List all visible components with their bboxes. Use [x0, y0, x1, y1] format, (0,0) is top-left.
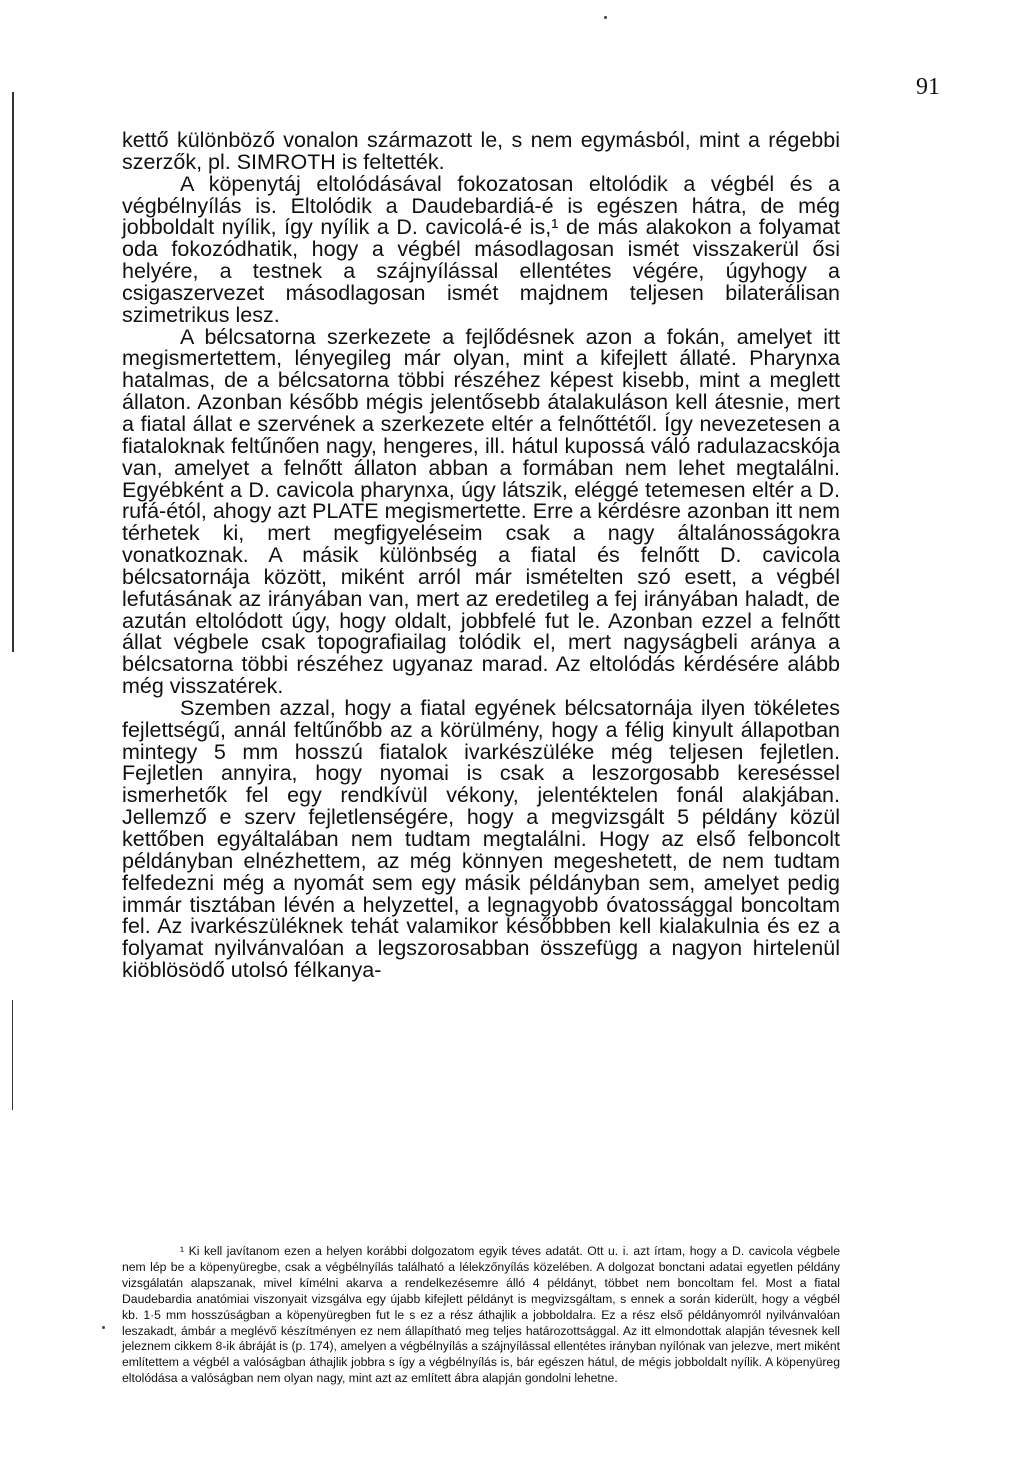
paragraph: A köpenytáj eltolódásával fokozatosan eltolódik a végbél és a végbélnyílás is. Eltolódik a Daudebardiá-é is egészen hátra, de még jobboldalt nyílik, így nyílik a D. cavicolá-é is,¹ de más alakokon a folyamat oda fokozódhatik, hogy a végbél másodlagosan ismét visszakerül ősi helyére, a testnek a szájnyílással ellentétes végére, úgyhogy a csigaszervezet másodlagosan ismét majdnem teljesen bilaterálisan szimetrikus lesz.	[122, 171, 840, 327]
margin-rule	[12, 92, 14, 652]
footnote: ¹ Ki kell javítanom ezen a helyen korábbi dolgozatom egyik téves adatát. Ott u. i. azt írtam, hogy a D. cavicola végbele nem lép be a köpenyüregbe, csak a végbélnyílás található a lélekzőnyílás közelében. A dolgozat bonctani adatai egyetlen példány vizsgálatán alapszanak, mivel kímélni akarva a rendelkezésemre álló 4 példányt, többet nem boncoltam fel. Most a fiatal Daudebardia anatómiai viszonyait vizsgálva egy újabb kifejlett példányt is megvizsgáltam, s ennek a során kiderült, hogy a végbél kb. 1·5 mm hosszúságban a köpenyüregben fut le s ez a rész áthajlik a jobboldalra. Ez a rész első példányomról nyilvánvalóan leszakadt, ámbár a meglévő készítményen ez nem állapítható meg teljes határozottsággal. Az itt elmondottak alapján tévesnek kell jeleznem cikkem 8-ik ábráját is (p. 174), amelyen a végbélnyílás a szájnyílással ellentétes irányban nyílónak van jelezve, mert miként említettem a végbél a valóságban áthajlik jobbra s így a végbélnyílás is, bár egészen hátul, de mégis jobboldalt nyílik. A köpenyüreg eltolódása a valóságban nem olyan nagy, mint azt az említett ábra alapján gondolni lehetne.	[122, 1244, 840, 1386]
page-number: 91	[916, 74, 940, 100]
paragraph: Szemben azzal, hogy a fiatal egyének bélcsatornája ilyen tökéletes fejlettségű, annál feltűnőbb az a körülmény, hogy a félig kinyult állapotban mintegy 5 mm hosszú fiatalok ivarkészüléke még teljesen fejletlen. Fejletlen annyira, hogy nyomai is csak a leszorgosabb kereséssel ismerhetők fel egy rendkívül vékony, jelentéktelen fonál alakjában. Jellemző e szerv fejletlenségére, hogy a megvizsgált 5 példány közül kettőben egyáltalában nem tudtam megtalálni. Hogy az első felboncolt példányban elnézhettem, az még könnyen megeshetett, de nem tudtam felfedezni még a nyomát sem egy másik példányban sem, amelyet pedig immár tisztában lévén a helyzettel, a legnagyobb óvatossággal boncoltam fel. Az ivarkészüléknek tehát valamikor későbbben kell kialakulnia és ez a folyamat nyilvánvalóan a legszorosabban összefügg a nagyon hirtelenül kiöblösödő utolsó félkanya-	[122, 695, 840, 983]
speck	[604, 16, 607, 19]
margin-rule-lower	[12, 1000, 13, 1110]
footnote-block	[122, 1244, 840, 1387]
main-text	[122, 130, 840, 982]
paragraph: A bélcsatorna szerkezete a fejlődésnek azon a fokán, amelyet itt megismertettem, lényegileg már olyan, mint a kifejlett állaté. Pharynxa hatalmas, de a bélcsatorna többi részéhez képest kisebb, mint a meglett állaton. Azonban később mégis jelentősebb átalakuláson kell átesnie, mert a fiatal állat e szervének a szerkezete eltér a felnőttétől. Így nevezetesen a fiataloknak feltűnően nagy, hengeres, ill. hátul kupossá váló radulazacskója van, amelyet a felnőtt állaton abban a formában nem lehet megtalálni. Egyébként a D. cavicola pharynxa, úgy látszik, eléggé tetemesen eltér a D. rufá-étól, ahogy azt PLATE megismertette. Erre a kérdésre azonban itt nem térhetek ki, mert megfigyeléseim csak a nagy általánosságokra vonatkoznak. A másik különbség a fiatal és felnőtt D. cavicola bélcsatornája között, miként arról már ismételten szó esett, a végbél lefutásának az irányában van, mert az eredetileg a fej irányában haladt, de azután eltolódott úgy, hogy oldalt, jobbfelé fut le. Azonban ezzel a felnőtt állat végbele csak topografiailag tolódik el, mert nagyságbeli aránya a bélcsatorna többi részéhez ugyanaz marad. Az eltolódás kérdésére alább még visszatérek.	[122, 324, 840, 699]
paragraph: kettő különböző vonalon származott le, s nem egymásból, mint a régebbi szerzők, pl. SIMROTH is feltették.	[122, 128, 840, 174]
speck	[102, 1326, 105, 1329]
